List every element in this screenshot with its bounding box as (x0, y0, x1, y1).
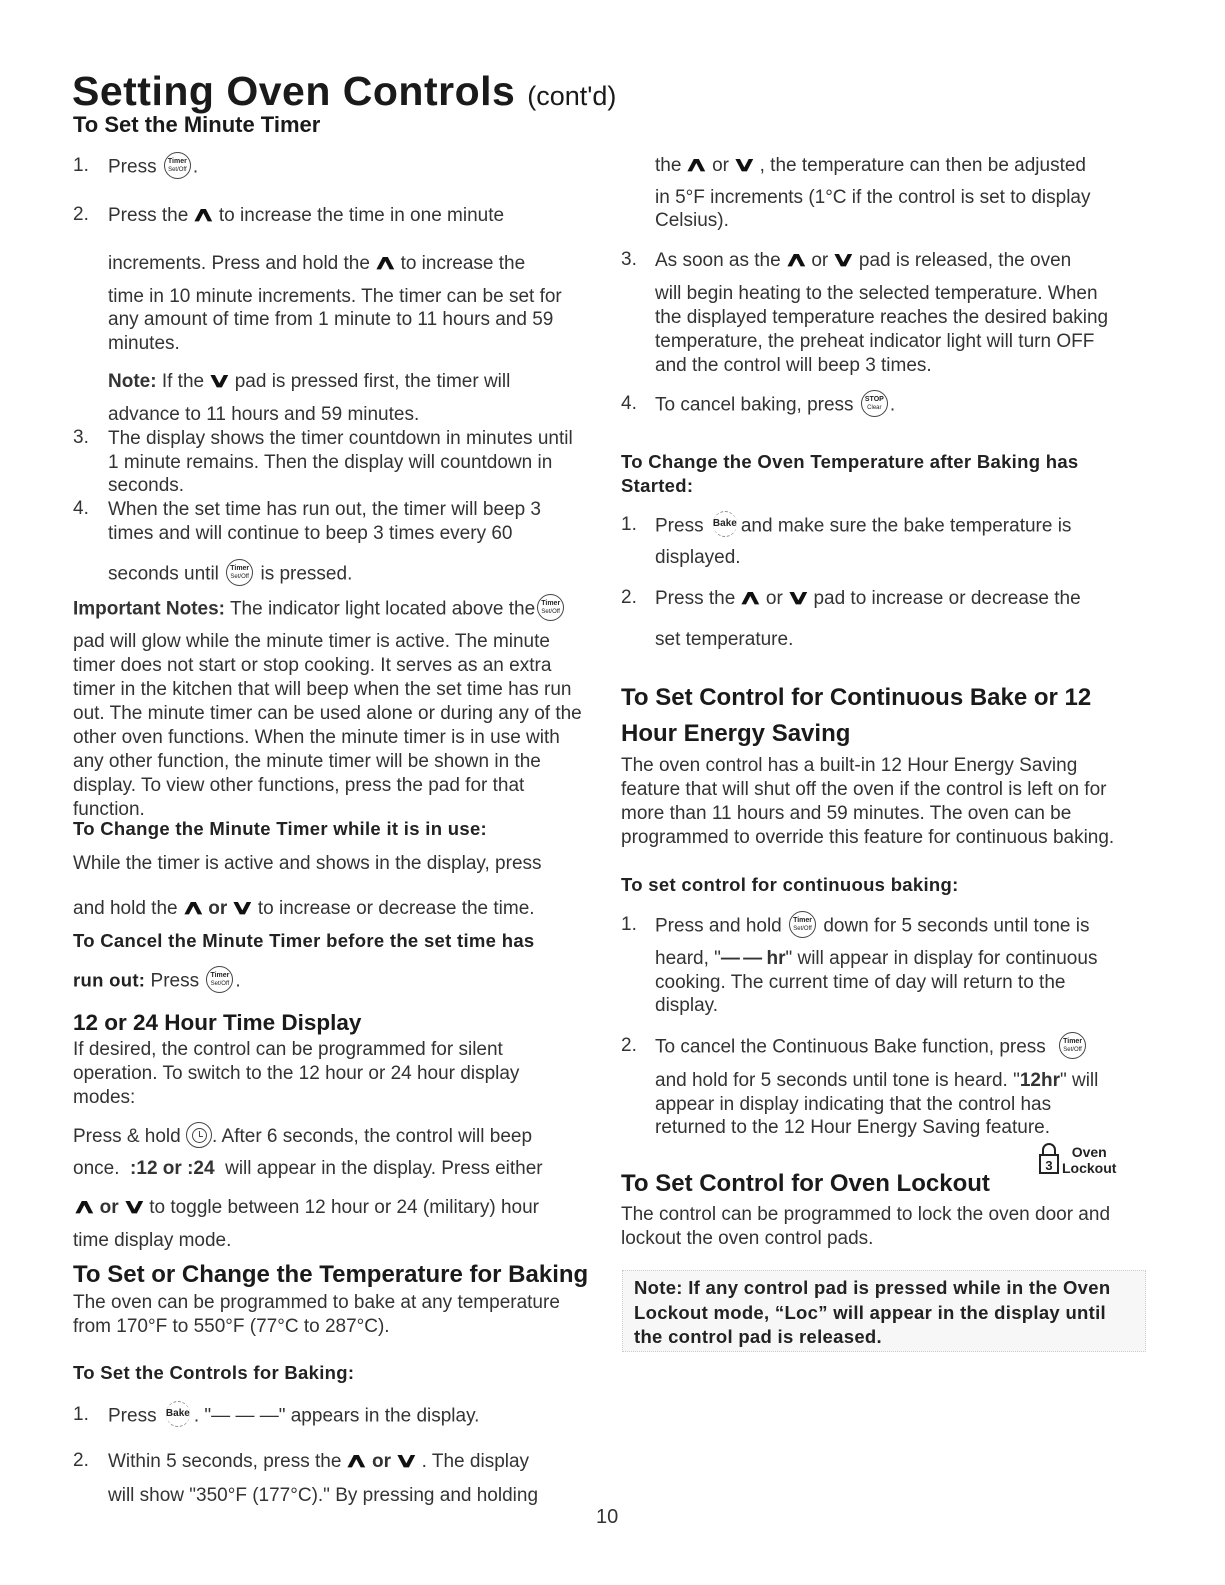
pad-label: Timer (210, 972, 230, 979)
controls-baking-heading: To Set the Controls for Baking: (73, 1362, 355, 1383)
text-line: any other function, the minute timer will be shown in the (73, 751, 541, 772)
or-text: or (765, 588, 783, 609)
timer-step-3-line: seconds. (108, 475, 185, 496)
bake-step-3 (655, 248, 1071, 273)
text-line: display. To view other functions, press the pad for that (73, 775, 525, 796)
step-number: 2. (621, 587, 637, 608)
step-number: 1. (73, 1404, 89, 1425)
continuous-step-1-line (655, 947, 1097, 971)
step-text: . "— — —" appears in the display. (193, 1405, 480, 1427)
step-text: to increase or decrease the time. (257, 898, 535, 919)
step-text: " will (1059, 1070, 1099, 1091)
timer-note-line: advance to 11 hours and 59 minutes. (108, 404, 420, 425)
pad-label: Timer (793, 917, 812, 924)
bake-step-2-cont-line: in 5°F increments (1°C if the control is set to display (655, 187, 1091, 208)
continuous-step-2-line: appear in display indicating that the control has (655, 1094, 1052, 1115)
timer-step-4-line (108, 561, 352, 588)
text-line: Lockout mode, “Loc” will appear in the display until (634, 1301, 1106, 1323)
change-timer-heading: To Change the Minute Timer while it is in use: (73, 818, 487, 839)
page-title-main: Setting Oven Controls (72, 68, 516, 114)
timer-step-4: When the set time has run out, the timer will beep 3 (108, 499, 541, 520)
text-line: modes: (73, 1087, 136, 1108)
continuous-step-2-line (655, 1069, 1098, 1093)
or-text: or (811, 250, 829, 271)
pad-label: Timer (230, 565, 250, 572)
bake-step-2-cont (655, 153, 1086, 178)
continuous-step-2-line: returned to the 12 Hour Energy Saving feature. (655, 1117, 1051, 1138)
bake-step-2-line: will show "350°F (177°C)." By pressing and holding (108, 1485, 539, 1506)
step-text: to increase the time in one minute (218, 205, 505, 226)
timer-pad-icon (537, 594, 564, 621)
step-number: 2. (621, 1035, 637, 1056)
down-arrow-icon: ∨ (393, 1450, 419, 1472)
step-text: Press & hold (73, 1126, 181, 1148)
heading-line: To Change the Oven Temperature after Baking has (621, 451, 1079, 472)
step-text: increments. Press and hold the (108, 253, 370, 274)
step-text: heard, " (655, 948, 721, 969)
pad-label: Clear (867, 405, 882, 411)
cancel-label: run out: (73, 969, 146, 991)
text-line: timer does not start or stop cooking. It serves as an extra (73, 655, 552, 676)
down-arrow-icon: ∨ (230, 897, 255, 919)
or-text: or (208, 898, 228, 919)
lockout-label-line: Lockout (1062, 1160, 1117, 1176)
text-line: temperature, the preheat indicator light will turn OFF (655, 331, 1095, 352)
timer-step-2-line: minutes. (108, 333, 180, 354)
step-text: Press the (108, 205, 189, 226)
step-text: . The display (421, 1451, 530, 1472)
step-text: To cancel baking, press (655, 394, 854, 416)
down-arrow-icon: ∨ (206, 370, 232, 392)
display-12hr: 12hr (1019, 1070, 1060, 1091)
step-number: 2. (73, 1450, 89, 1471)
timer-step-2-line: any amount of time from 1 minute to 11 hours and 59 (108, 309, 554, 330)
step-text: , the temperature can then be adjusted (759, 155, 1086, 176)
page-number: 10 (596, 1506, 619, 1528)
lockout-label-line: Oven (1071, 1144, 1107, 1160)
change-temp-step-2 (655, 586, 1081, 611)
text-line: function. (73, 799, 145, 820)
timer-step-1: Press Timer Set/Off . (108, 154, 198, 181)
continuous-step-1-line: display. (655, 995, 719, 1016)
timer-step-3: The display shows the timer countdown in minutes until (108, 428, 573, 449)
lockout-note-text (634, 1276, 1139, 1350)
up-arrow-icon: ∧ (783, 249, 809, 271)
down-arrow-icon: ∨ (831, 249, 857, 271)
pad-label: Set/Off (793, 926, 812, 932)
text-line: will begin heating to the selected temperature. When (655, 283, 1098, 304)
oven-lockout-body (621, 1203, 1141, 1251)
step-number: 2. (73, 204, 89, 225)
step-text: Press (655, 515, 704, 537)
text-line: programmed to override this feature for continuous baking. (621, 827, 1115, 848)
text-line: from 170°F to 550°F (77°C to 287°C). (73, 1316, 390, 1337)
down-arrow-icon: ∨ (121, 1196, 147, 1218)
important-label: Important Notes: (73, 598, 225, 620)
timer-step-2-line: time in 10 minute increments. The timer can be set for (108, 286, 562, 307)
text-line: The oven control has a built-in 12 Hour Energy Saving (621, 755, 1078, 776)
cancel-timer-heading: To Cancel the Minute Timer before the set time has (73, 930, 535, 951)
bake-pad-icon: Bake (164, 1401, 192, 1428)
minute-timer-heading: To Set the Minute Timer (73, 112, 321, 137)
temp-baking-heading: To Set or Change the Temperature for Baking (73, 1261, 589, 1288)
important-notes (73, 596, 566, 623)
text-line: timer in the kitchen that will beep when the set time has run (73, 679, 572, 700)
step-text: to toggle between 12 hour or 24 (military) hour (149, 1197, 539, 1218)
up-arrow-icon: ∧ (191, 204, 217, 226)
oven-lockout-label (1062, 1144, 1116, 1176)
or-text: or (99, 1197, 119, 1218)
step-text: Press (108, 156, 157, 178)
text-line: the displayed temperature reaches the desired baking (655, 307, 1109, 328)
text-line: the control pad is released. (634, 1326, 882, 1347)
bake-pad-icon: Bake (711, 511, 739, 538)
hour-display-body (73, 1038, 603, 1110)
pad-label: Set/Off (168, 167, 187, 173)
text-line: pad will glow while the minute timer is active. The minute (73, 631, 550, 652)
note-label: Note: (108, 371, 157, 392)
hour-once-line (73, 1157, 543, 1181)
step-text: Press and hold (655, 915, 782, 937)
step-number: 1. (621, 514, 637, 535)
or-text: or (372, 1451, 392, 1472)
text-line: more than 11 hours and 59 minutes. The oven can be (621, 803, 1072, 824)
set-continuous-heading: To set control for continuous baking: (621, 874, 959, 895)
heading-line: Started: (621, 475, 694, 496)
step-number: 1. (621, 914, 637, 935)
step-text: Press (108, 1405, 157, 1427)
bake-step-1 (108, 1403, 479, 1430)
pad-label: STOP (864, 396, 884, 403)
temp-baking-body (73, 1291, 603, 1339)
text-line: and the control will beep 3 times. (655, 355, 932, 376)
stop-clear-pad-icon (861, 390, 888, 417)
step-text: once. (73, 1158, 120, 1179)
up-arrow-icon: ∧ (180, 897, 206, 919)
timer-step-4-line: times and will continue to beep 3 times every 60 (108, 523, 513, 544)
step-text: The indicator light located above the (229, 598, 536, 620)
change-temp-step-2-line: set temperature. (655, 629, 794, 650)
step-number: 3. (621, 249, 637, 270)
timer-step-3-line: 1 minute remains. Then the display will countdown in (108, 452, 553, 473)
text-line: out. The minute timer can be used alone or during any of the (73, 703, 582, 724)
up-arrow-icon: ∧ (71, 1196, 97, 1218)
text-line: The control can be programmed to lock the oven door and (621, 1204, 1111, 1225)
continuous-step-1-line: cooking. The current time of day will return to the (655, 972, 1066, 993)
timer-step-2 (108, 203, 504, 228)
step-text: pad to increase or decrease the (813, 588, 1081, 609)
text-line: other oven functions. When the minute timer is in use with (73, 727, 560, 748)
step-text: and hold for 5 seconds until tone is heard. " (655, 1070, 1020, 1091)
step-text: Within 5 seconds, press the (108, 1451, 342, 1472)
pad-label: Set/Off (230, 574, 249, 580)
step-text: Press the (655, 588, 736, 609)
change-temp-step-1-line: displayed. (655, 547, 741, 568)
change-timer-text: While the timer is active and shows in the display, press (73, 853, 542, 874)
up-arrow-icon: ∧ (372, 252, 398, 274)
text-line: Note: If any control pad is pressed while in the Oven (634, 1277, 1111, 1298)
page-title-cont: (cont'd) (527, 81, 617, 111)
down-arrow-icon: ∨ (731, 154, 757, 176)
hour-toggle-line-2: time display mode. (73, 1230, 232, 1251)
pad-label: Set/Off (1063, 1047, 1082, 1053)
up-arrow-icon: ∧ (684, 154, 710, 176)
continuous-bake-heading (621, 680, 1091, 752)
step-text: seconds until (108, 563, 219, 585)
up-arrow-icon: ∧ (344, 1450, 370, 1472)
step-text: to increase the (400, 253, 526, 274)
step-text: pad is pressed first, the timer will (234, 371, 511, 392)
hour-toggle-line (73, 1195, 539, 1220)
pad-label: Timer (167, 158, 187, 165)
timer-note (108, 369, 510, 394)
step-text: pad is released, the oven (858, 250, 1072, 271)
step-text: Press (150, 970, 200, 992)
timer-pad-icon (789, 911, 816, 938)
cancel-timer-line: run out: Press Timer Set/Off . (73, 968, 241, 995)
step-text: As soon as the (655, 250, 781, 271)
step-text: down for 5 seconds until tone is (823, 915, 1090, 937)
step-text: . After 6 seconds, the control will beep (212, 1126, 533, 1148)
pad-label: Timer (541, 600, 561, 607)
timer-pad-icon (206, 966, 233, 993)
lockout-digit: 3 (1045, 1158, 1053, 1173)
display-dashes: — — (720, 948, 762, 969)
timer-pad-icon (226, 559, 253, 586)
pad-label: Set/Off (210, 981, 230, 987)
continuous-step-2 (655, 1034, 1088, 1061)
text-line: operation. To switch to the 12 hour or 24 hour display (73, 1063, 520, 1084)
change-timer-text-line (73, 896, 535, 921)
oven-lockout-heading: To Set Control for Oven Lockout (621, 1170, 990, 1197)
display-hr: hr (766, 948, 786, 969)
hour-format-value: :12 or :24 (130, 1158, 215, 1179)
bake-step-4: To cancel baking, press STOP Clear . (655, 392, 895, 419)
step-number: 4. (73, 498, 89, 519)
step-text: " will appear in display for continuous (785, 948, 1098, 969)
step-text: will appear in the display. Press either (225, 1158, 543, 1179)
change-temp-step-1 (655, 513, 1071, 540)
page-title (72, 68, 616, 115)
text-line: The oven can be programmed to bake at any temperature (73, 1292, 560, 1313)
step-text: and make sure the bake temperature is (740, 515, 1072, 537)
bake-step-2-cont-line: Celsius). (655, 210, 729, 231)
heading-line: To Set Control for Continuous Bake or 12 (621, 684, 1092, 711)
step-number: 4. (621, 393, 637, 414)
step-text: is pressed. (260, 563, 353, 585)
timer-step-2-line (108, 251, 525, 276)
important-notes-body (73, 630, 603, 822)
up-arrow-icon: ∧ (738, 587, 764, 609)
hour-display-heading: 12 or 24 Hour Time Display (73, 1010, 362, 1035)
oven-lockout-icon (1038, 1141, 1060, 1175)
step-number: 1. (73, 155, 89, 176)
change-temp-heading (621, 450, 1079, 498)
bake-step-3-body (655, 282, 1155, 378)
hour-hold-line (73, 1124, 532, 1150)
text-line: If desired, the control can be programmed for silent (73, 1039, 503, 1060)
step-text: To cancel the Continuous Bake function, press (655, 1036, 1046, 1058)
text-line: feature that will shut off the oven if the control is left on for (621, 779, 1107, 800)
step-number: 3. (73, 427, 89, 448)
step-text: and hold the (73, 898, 178, 919)
clock-pad-icon (186, 1122, 212, 1148)
timer-pad-icon (164, 152, 191, 179)
bake-step-2 (108, 1449, 529, 1474)
step-text: If the (161, 371, 205, 392)
down-arrow-icon: ∨ (785, 587, 811, 609)
pad-label: Timer (1063, 1038, 1083, 1045)
text-line: lockout the oven control pads. (621, 1228, 874, 1249)
continuous-bake-body (621, 754, 1141, 850)
pad-label: Set/Off (541, 609, 560, 615)
or-text: or (712, 155, 729, 176)
timer-pad-icon (1059, 1032, 1086, 1059)
step-text: the (655, 155, 682, 176)
continuous-step-1 (655, 913, 1089, 940)
heading-line: Hour Energy Saving (621, 720, 851, 747)
